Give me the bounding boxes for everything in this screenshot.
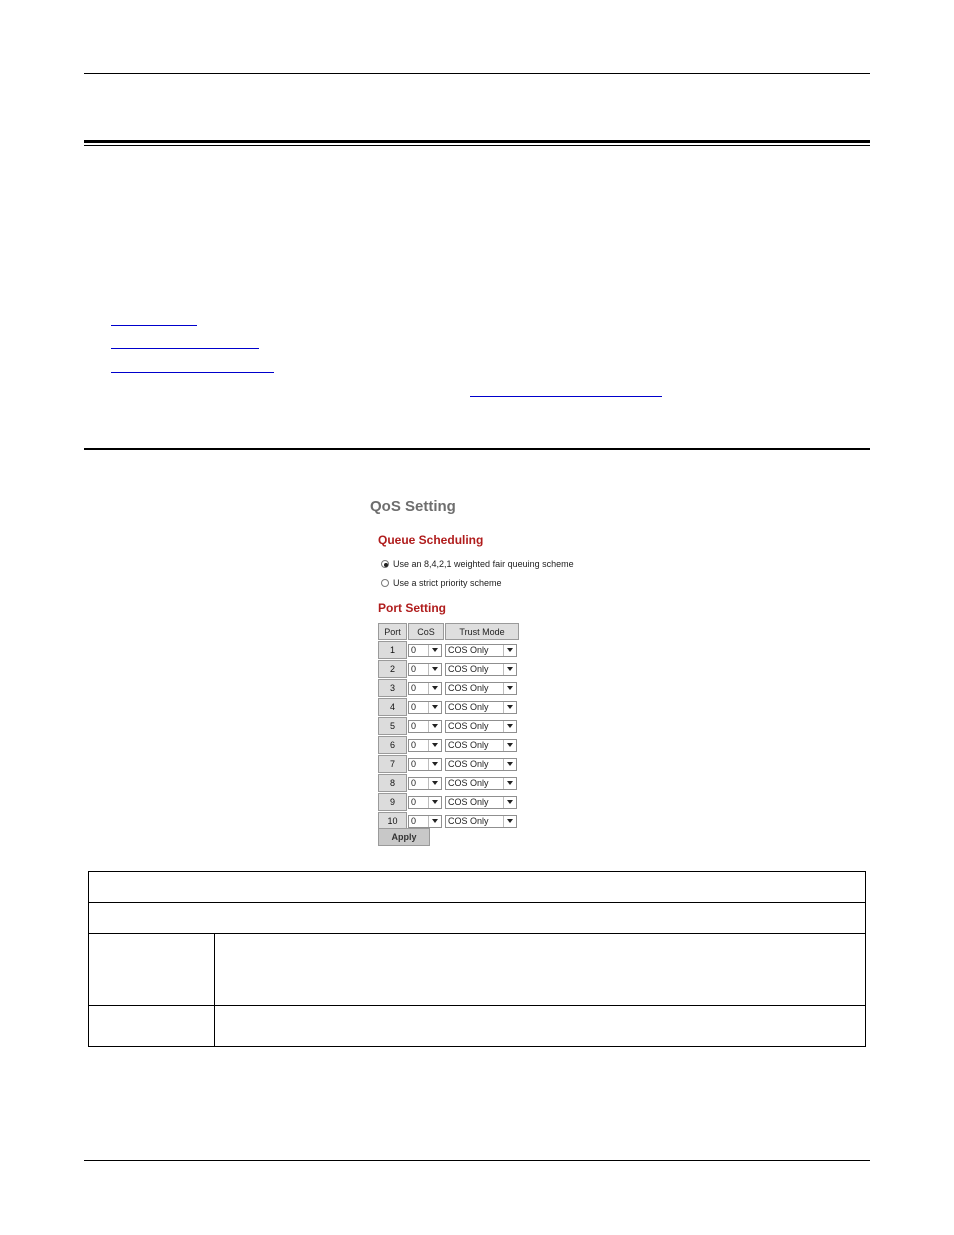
trust-mode-cell	[445, 698, 519, 716]
cos-cell	[408, 774, 444, 792]
queue-scheduling-heading: Queue Scheduling	[378, 533, 484, 547]
trust-mode-cell	[445, 736, 519, 754]
table-row	[378, 641, 519, 659]
trust-mode-select[interactable]	[445, 796, 517, 809]
cos-cell	[408, 736, 444, 754]
chevron-down-icon[interactable]	[428, 721, 441, 732]
cos-value: 0	[411, 759, 417, 769]
cos-select[interactable]	[408, 739, 442, 752]
cos-cell	[408, 717, 444, 735]
cos-value: 0	[411, 816, 417, 826]
chevron-down-icon[interactable]	[503, 683, 516, 694]
port-number: 5	[378, 717, 407, 735]
trust-mode-value: COS Only	[448, 759, 489, 769]
chevron-down-icon[interactable]	[428, 664, 441, 675]
trust-mode-select[interactable]	[445, 777, 517, 790]
chevron-down-icon[interactable]	[428, 740, 441, 751]
table-row	[378, 793, 519, 811]
cos-value: 0	[411, 683, 417, 693]
header-rule	[84, 73, 870, 74]
description-table	[88, 871, 866, 1047]
trust-mode-value: COS Only	[448, 645, 489, 655]
column-header-port: Port	[378, 623, 407, 640]
port-setting-table	[377, 622, 520, 831]
radio-label-weighted: Use an 8,4,2,1 weighted fair queuing scheme	[393, 559, 574, 569]
apply-button[interactable]: Apply	[378, 828, 430, 846]
table-row	[378, 679, 519, 697]
footer-rule	[84, 1160, 870, 1161]
cos-value: 0	[411, 702, 417, 712]
chevron-down-icon[interactable]	[428, 778, 441, 789]
cos-cell	[408, 641, 444, 659]
table-row	[378, 755, 519, 773]
chevron-down-icon[interactable]	[503, 645, 516, 656]
table-row	[378, 660, 519, 678]
port-rows	[378, 641, 519, 830]
chevron-down-icon[interactable]	[428, 645, 441, 656]
radio-label-strict: Use a strict priority scheme	[393, 578, 502, 588]
chevron-down-icon[interactable]	[428, 702, 441, 713]
chevron-down-icon[interactable]	[503, 816, 516, 827]
chevron-down-icon[interactable]	[503, 702, 516, 713]
port-number: 7	[378, 755, 407, 773]
radio-option-strict[interactable]	[381, 577, 502, 589]
chevron-down-icon[interactable]	[428, 797, 441, 808]
cos-value: 0	[411, 740, 417, 750]
port-number: 1	[378, 641, 407, 659]
cos-select[interactable]	[408, 701, 442, 714]
trust-mode-cell	[445, 641, 519, 659]
cos-value: 0	[411, 797, 417, 807]
trust-mode-select[interactable]	[445, 720, 517, 733]
cos-cell	[408, 698, 444, 716]
link-underline-3[interactable]	[111, 372, 274, 373]
port-number: 6	[378, 736, 407, 754]
port-number: 8	[378, 774, 407, 792]
cos-cell	[408, 755, 444, 773]
trust-mode-value: COS Only	[448, 664, 489, 674]
chevron-down-icon[interactable]	[503, 721, 516, 732]
trust-mode-cell	[445, 812, 519, 830]
link-underline-2[interactable]	[111, 348, 259, 349]
table-column-divider	[214, 933, 215, 1047]
cos-select[interactable]	[408, 720, 442, 733]
column-header-cos: CoS	[408, 623, 444, 640]
cos-value: 0	[411, 645, 417, 655]
trust-mode-select[interactable]	[445, 682, 517, 695]
cos-cell	[408, 660, 444, 678]
radio-button-strict[interactable]	[381, 579, 389, 587]
trust-mode-cell	[445, 755, 519, 773]
cos-select[interactable]	[408, 777, 442, 790]
section-rule	[84, 448, 870, 450]
chapter-rule-thick	[84, 140, 870, 143]
chevron-down-icon[interactable]	[428, 683, 441, 694]
trust-mode-value: COS Only	[448, 740, 489, 750]
trust-mode-value: COS Only	[448, 721, 489, 731]
chevron-down-icon[interactable]	[503, 664, 516, 675]
trust-mode-select[interactable]	[445, 663, 517, 676]
port-setting-heading: Port Setting	[378, 601, 446, 615]
link-underline-4[interactable]	[470, 396, 662, 397]
table-row	[378, 736, 519, 754]
table-divider	[89, 933, 865, 934]
trust-mode-select[interactable]	[445, 815, 517, 828]
trust-mode-cell	[445, 717, 519, 735]
trust-mode-select[interactable]	[445, 644, 517, 657]
table-row	[378, 717, 519, 735]
port-number: 9	[378, 793, 407, 811]
cos-value: 0	[411, 778, 417, 788]
cos-select[interactable]	[408, 682, 442, 695]
chevron-down-icon[interactable]	[503, 740, 516, 751]
trust-mode-select[interactable]	[445, 758, 517, 771]
table-row	[378, 698, 519, 716]
cos-select[interactable]	[408, 815, 442, 828]
column-header-trust-mode: Trust Mode	[445, 623, 519, 640]
chevron-down-icon[interactable]	[428, 759, 441, 770]
link-underline-1[interactable]	[111, 325, 197, 326]
chevron-down-icon[interactable]	[503, 778, 516, 789]
chevron-down-icon[interactable]	[503, 759, 516, 770]
port-number: 3	[378, 679, 407, 697]
trust-mode-cell	[445, 793, 519, 811]
table-divider	[89, 902, 865, 903]
chapter-rule-thin	[84, 145, 870, 146]
trust-mode-select[interactable]	[445, 739, 517, 752]
chevron-down-icon[interactable]	[428, 816, 441, 827]
trust-mode-cell	[445, 660, 519, 678]
cos-value: 0	[411, 664, 417, 674]
table-divider	[89, 1005, 865, 1006]
radio-option-weighted[interactable]	[381, 558, 574, 570]
trust-mode-value: COS Only	[448, 702, 489, 712]
radio-button-weighted[interactable]	[381, 560, 389, 568]
cos-value: 0	[411, 721, 417, 731]
port-number: 10	[378, 812, 407, 830]
trust-mode-value: COS Only	[448, 797, 489, 807]
chevron-down-icon[interactable]	[503, 797, 516, 808]
port-number: 4	[378, 698, 407, 716]
trust-mode-value: COS Only	[448, 778, 489, 788]
cos-select[interactable]	[408, 758, 442, 771]
trust-mode-cell	[445, 774, 519, 792]
cos-cell	[408, 793, 444, 811]
cos-select[interactable]	[408, 796, 442, 809]
qos-title: QoS Setting	[370, 498, 456, 515]
trust-mode-select[interactable]	[445, 701, 517, 714]
cos-select[interactable]	[408, 644, 442, 657]
table-row	[378, 774, 519, 792]
cos-cell	[408, 679, 444, 697]
trust-mode-value: COS Only	[448, 816, 489, 826]
port-number: 2	[378, 660, 407, 678]
trust-mode-value: COS Only	[448, 683, 489, 693]
trust-mode-cell	[445, 679, 519, 697]
cos-select[interactable]	[408, 663, 442, 676]
